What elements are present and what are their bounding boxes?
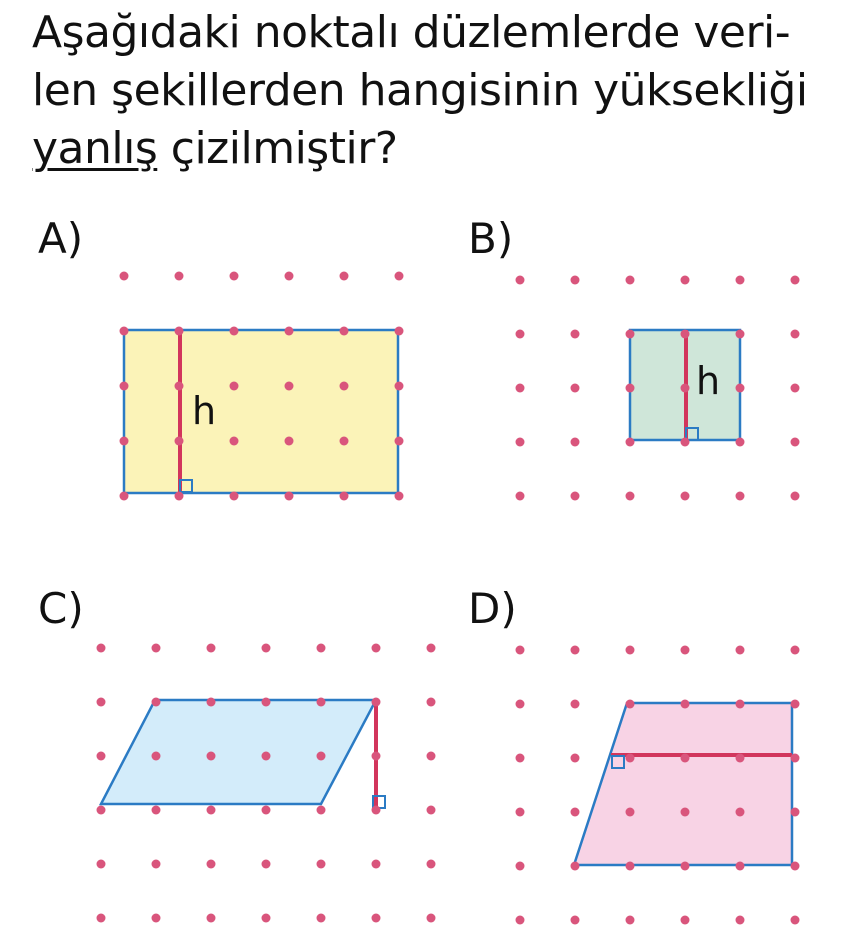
- grid-dot: [340, 382, 349, 391]
- grid-dot: [152, 806, 161, 815]
- grid-dot: [516, 438, 525, 447]
- grid-dot: [97, 860, 106, 869]
- grid-dot: [516, 330, 525, 339]
- grid-dot: [372, 644, 381, 653]
- grid-dot: [791, 438, 800, 447]
- grid-dot: [427, 914, 436, 923]
- grid-dot: [230, 327, 239, 336]
- height-label: h: [192, 389, 217, 433]
- grid-dot: [681, 492, 690, 501]
- grid-dot: [681, 862, 690, 871]
- grid-dot: [626, 646, 635, 655]
- grid-dot: [516, 862, 525, 871]
- grid-dot: [427, 698, 436, 707]
- grid-dot: [230, 492, 239, 501]
- grid-dot: [681, 754, 690, 763]
- grid-dot: [175, 327, 184, 336]
- grid-dot: [285, 327, 294, 336]
- grid-dot: [207, 806, 216, 815]
- grid-dot: [97, 698, 106, 707]
- grid-dot: [516, 646, 525, 655]
- grid-dot: [262, 644, 271, 653]
- grid-dot: [207, 698, 216, 707]
- grid-dot: [736, 646, 745, 655]
- grid-dot: [97, 644, 106, 653]
- grid-dot: [317, 698, 326, 707]
- grid-dot: [571, 330, 580, 339]
- grid-dot: [736, 808, 745, 817]
- grid-dot: [736, 862, 745, 871]
- option-b-figure[interactable]: [516, 276, 800, 501]
- grid-dot: [791, 700, 800, 709]
- grid-dot: [317, 860, 326, 869]
- grid-dot: [175, 382, 184, 391]
- grid-dot: [317, 752, 326, 761]
- grid-dot: [681, 916, 690, 925]
- question-line-1: Aşağıdaki noktalı düzlemlerde veri-: [32, 7, 791, 58]
- grid-dot: [175, 492, 184, 501]
- trapezoid-shape: [574, 703, 792, 865]
- grid-dot: [317, 644, 326, 653]
- grid-dot: [571, 862, 580, 871]
- question-emphasis: yanlış: [32, 123, 158, 174]
- grid-dot: [626, 916, 635, 925]
- grid-dot: [262, 806, 271, 815]
- grid-dot: [571, 808, 580, 817]
- grid-dot: [285, 272, 294, 281]
- grid-dot: [571, 916, 580, 925]
- grid-dot: [681, 700, 690, 709]
- grid-dot: [427, 752, 436, 761]
- grid-dot: [626, 700, 635, 709]
- grid-dot: [285, 437, 294, 446]
- grid-dot: [317, 806, 326, 815]
- grid-dot: [791, 808, 800, 817]
- grid-dot: [317, 914, 326, 923]
- grid-dot: [626, 276, 635, 285]
- grid-dot: [262, 860, 271, 869]
- grid-dot: [736, 916, 745, 925]
- grid-dot: [340, 272, 349, 281]
- grid-dot: [285, 382, 294, 391]
- question-line-3-rest: çizilmiştir?: [157, 123, 398, 174]
- grid-dot: [791, 754, 800, 763]
- grid-dot: [120, 382, 129, 391]
- grid-dot: [207, 914, 216, 923]
- grid-dot: [97, 752, 106, 761]
- grid-dot: [152, 860, 161, 869]
- grid-dot: [395, 492, 404, 501]
- grid-dot: [626, 492, 635, 501]
- grid-dot: [340, 492, 349, 501]
- option-d-figure[interactable]: [516, 646, 800, 925]
- grid-dot: [626, 808, 635, 817]
- grid-dot: [736, 492, 745, 501]
- grid-dot: [230, 272, 239, 281]
- grid-dot: [262, 752, 271, 761]
- grid-dot: [571, 492, 580, 501]
- grid-dot: [681, 384, 690, 393]
- grid-dot: [516, 916, 525, 925]
- grid-dot: [516, 384, 525, 393]
- grid-dot: [427, 806, 436, 815]
- grid-dot: [120, 327, 129, 336]
- grid-dot: [427, 644, 436, 653]
- grid-dot: [427, 860, 436, 869]
- grid-dot: [681, 438, 690, 447]
- grid-dot: [175, 272, 184, 281]
- grid-dot: [626, 862, 635, 871]
- grid-dot: [285, 492, 294, 501]
- grid-dot: [372, 860, 381, 869]
- question-line-2: len şekillerden hangisinin yüksekliği: [32, 65, 808, 116]
- grid-dot: [207, 752, 216, 761]
- grid-dot: [571, 384, 580, 393]
- grid-dot: [516, 808, 525, 817]
- grid-dot: [120, 492, 129, 501]
- option-a-label[interactable]: A): [38, 214, 84, 263]
- grid-dot: [152, 698, 161, 707]
- grid-dot: [516, 276, 525, 285]
- grid-dot: [571, 276, 580, 285]
- grid-dot: [152, 644, 161, 653]
- grid-dot: [230, 382, 239, 391]
- grid-dot: [791, 276, 800, 285]
- grid-dot: [516, 700, 525, 709]
- grid-dot: [791, 384, 800, 393]
- option-b-label[interactable]: B): [468, 214, 514, 263]
- grid-dot: [175, 437, 184, 446]
- grid-dot: [736, 276, 745, 285]
- grid-dot: [626, 438, 635, 447]
- grid-dot: [120, 272, 129, 281]
- grid-dot: [152, 914, 161, 923]
- grid-dot: [395, 327, 404, 336]
- grid-dot: [571, 754, 580, 763]
- grid-dot: [626, 330, 635, 339]
- grid-dot: [340, 437, 349, 446]
- grid-dot: [791, 492, 800, 501]
- grid-dot: [395, 382, 404, 391]
- parallelogram-shape: [101, 700, 376, 804]
- grid-dot: [372, 752, 381, 761]
- grid-dot: [97, 806, 106, 815]
- grid-dot: [152, 752, 161, 761]
- grid-dot: [372, 698, 381, 707]
- option-a-figure[interactable]: [120, 272, 404, 501]
- grid-dot: [516, 492, 525, 501]
- rectangle-shape: [124, 330, 398, 493]
- option-d-label[interactable]: D): [468, 584, 517, 633]
- grid-dot: [571, 700, 580, 709]
- grid-dot: [681, 646, 690, 655]
- grid-dot: [736, 700, 745, 709]
- grid-dot: [791, 330, 800, 339]
- grid-dot: [207, 644, 216, 653]
- grid-dot: [340, 327, 349, 336]
- grid-dot: [262, 698, 271, 707]
- grid-dot: [516, 754, 525, 763]
- grid-dot: [372, 914, 381, 923]
- grid-dot: [626, 384, 635, 393]
- grid-dot: [791, 916, 800, 925]
- grid-dot: [207, 860, 216, 869]
- option-c-figure[interactable]: [97, 644, 436, 923]
- grid-dot: [736, 384, 745, 393]
- grid-dot: [681, 330, 690, 339]
- grid-dot: [736, 438, 745, 447]
- grid-dot: [571, 438, 580, 447]
- grid-dot: [372, 806, 381, 815]
- grid-dot: [736, 754, 745, 763]
- grid-dot: [230, 437, 239, 446]
- height-label: h: [696, 359, 721, 403]
- grid-dot: [395, 437, 404, 446]
- grid-dot: [736, 330, 745, 339]
- grid-dot: [791, 646, 800, 655]
- grid-dot: [681, 808, 690, 817]
- grid-dot: [571, 646, 580, 655]
- grid-dot: [262, 914, 271, 923]
- option-c-label[interactable]: C): [38, 584, 84, 633]
- grid-dot: [626, 754, 635, 763]
- grid-dot: [97, 914, 106, 923]
- grid-dot: [395, 272, 404, 281]
- grid-dot: [120, 437, 129, 446]
- grid-dot: [791, 862, 800, 871]
- grid-dot: [681, 276, 690, 285]
